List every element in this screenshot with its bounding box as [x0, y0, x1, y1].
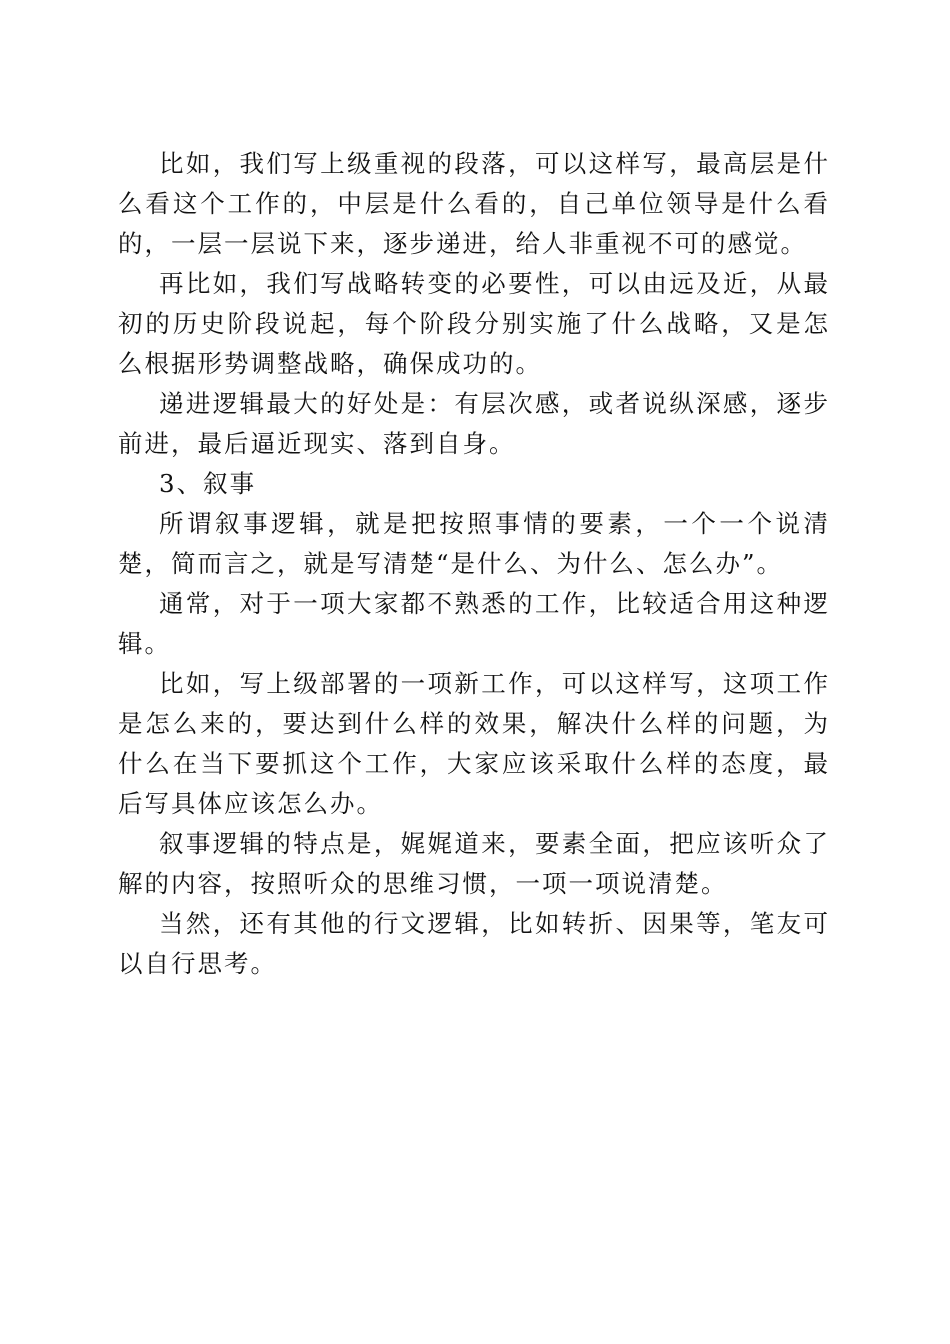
paragraph: 比如，写上级部署的一项新工作，可以这样写，这项工作是怎么来的，要达到什么样的效果，解决什么样的问题，为什么在当下要抓这个工作，大家应该采取什么样的态度，最后写具体应该怎么办。 [118, 669, 830, 818]
paragraph: 比如，我们写上级重视的段落，可以这样写，最高层是什么看这个工作的，中层是什么看的，自己单位领导是什么看的，一层一层说下来，逐步递进，给人非重视不可的感觉。 [118, 149, 830, 258]
paragraph: 叙事逻辑的特点是，娓娓道来，要素全面，把应该听众了解的内容，按照听众的思维习惯，一项一项说清楚。 [118, 829, 830, 898]
paragraph: 所谓叙事逻辑，就是把按照事情的要素，一个一个说清楚，简而言之，就是写清楚“是什么、为什么、怎么办”。 [118, 509, 830, 578]
section-heading: 3、叙事 [159, 469, 257, 498]
paragraph: 通常，对于一项大家都不熟悉的工作，比较适合用这种逻辑。 [118, 589, 830, 658]
paragraph: 递进逻辑最大的好处是：有层次感，或者说纵深感，逐步前进，最后逼近现实、落到自身。 [118, 389, 830, 458]
paragraph: 当然，还有其他的行文逻辑，比如转折、因果等，笔友可以自行思考。 [118, 909, 830, 978]
paragraph: 再比如，我们写战略转变的必要性，可以由远及近，从最初的历史阶段说起，每个阶段分别实施了什么战略，又是怎么根据形势调整战略，确保成功的。 [118, 269, 830, 378]
document-page [118, 144, 830, 984]
